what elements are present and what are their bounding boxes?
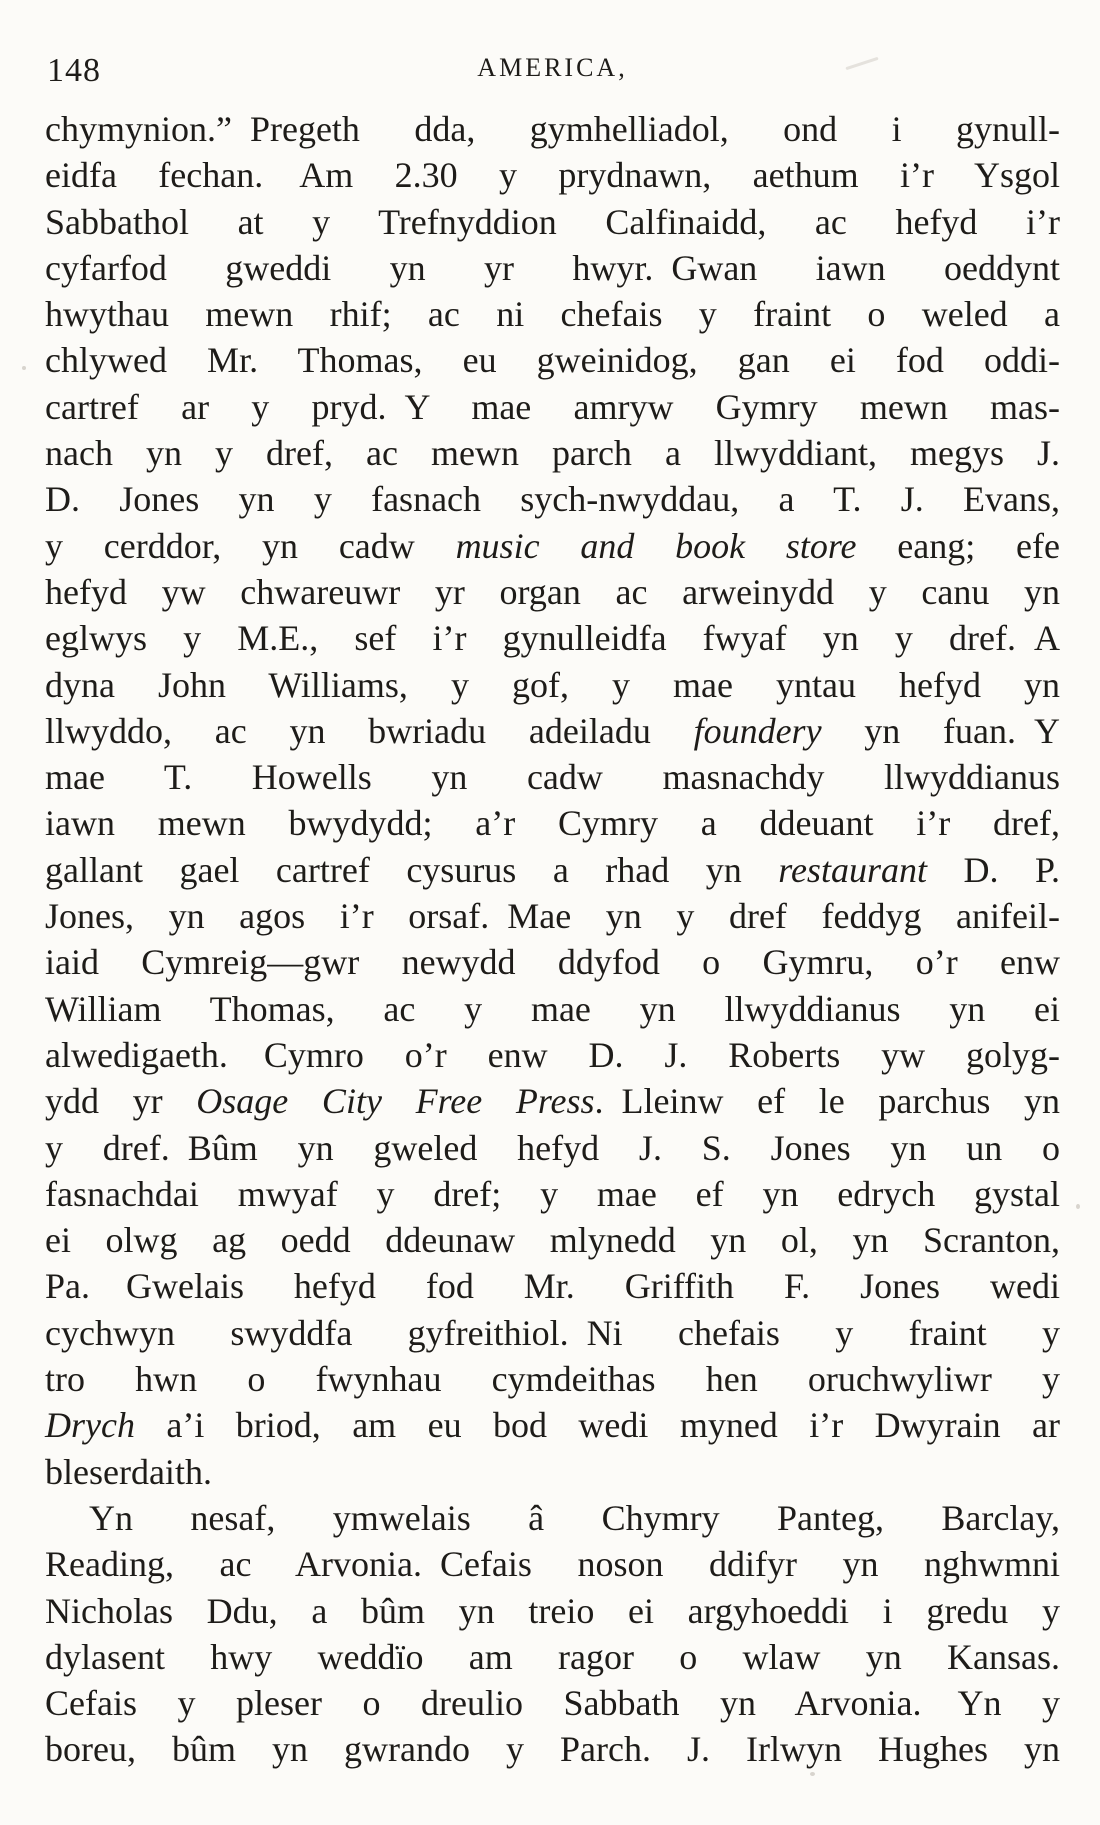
text-line	[45, 152, 1060, 198]
regular-text: William Thomas, ac y mae yn llwyddianus yn ei	[45, 988, 1060, 1029]
text-line	[45, 662, 1060, 708]
page-header	[45, 46, 1060, 90]
text-line	[45, 1726, 1060, 1772]
regular-text: chymynion.” Pregeth dda, gymhelliadol, ond i gynull-	[45, 109, 1060, 149]
regular-text: gallant gael cartref cysurus a rhad yn	[45, 849, 779, 890]
text-line	[45, 893, 1060, 939]
regular-text: llwyddo, ac yn bwriadu adeiladu	[45, 710, 694, 751]
regular-text: dyna John Williams, y gof, y mae yntau hefyd yn	[45, 664, 1060, 705]
text-line	[45, 476, 1060, 522]
text-line	[45, 1634, 1060, 1680]
regular-text: ydd yr	[45, 1081, 197, 1122]
text-line	[45, 1171, 1060, 1217]
regular-text: nach yn y dref, ac mewn parch a llwyddiant, megys J.	[45, 433, 1060, 474]
regular-text: . Lleinw ef le parchus yn	[594, 1081, 1060, 1122]
scan-artifact	[810, 1772, 815, 1776]
text-line	[45, 1449, 1060, 1495]
regular-text: Jones, yn agos i’r orsaf. Mae yn y dref feddyg anifeil-	[45, 896, 1060, 937]
regular-text: eang; efe	[856, 525, 1060, 566]
text-line	[45, 291, 1060, 337]
regular-text: Pa. Gwelais hefyd fod Mr. Griffith F. Jones wedi	[45, 1266, 1060, 1307]
italic-text: Osage City Free Press	[196, 1081, 595, 1122]
text-line	[45, 1125, 1060, 1171]
text-line	[45, 708, 1060, 754]
text-line	[45, 199, 1060, 245]
regular-text: Reading, ac Arvonia. Cefais noson ddifyr yn nghwmni	[45, 1544, 1060, 1585]
text-line	[45, 1310, 1060, 1356]
regular-text: chlywed Mr. Thomas, eu gweinidog, gan ei fod oddi-	[45, 340, 1060, 381]
regular-text: hefyd yw chwareuwr yr organ ac arweinydd y canu yn	[45, 571, 1060, 612]
text-line	[45, 1402, 1060, 1448]
text-line	[45, 106, 1060, 152]
text-line	[45, 986, 1060, 1032]
italic-text: foundery	[693, 710, 822, 751]
italic-text: Drych	[45, 1405, 135, 1446]
text-line	[45, 1356, 1060, 1402]
regular-text: D. Jones yn y fasnach sych-nwyddau, a T. J. Evans,	[45, 479, 1060, 520]
regular-text: ei olwg ag oedd ddeunaw mlynedd yn ol, yn Scranton,	[45, 1220, 1060, 1261]
regular-text: y dref. Bûm yn gweled hefyd J. S. Jones yn un o	[45, 1127, 1060, 1168]
text-line	[45, 1217, 1060, 1263]
text-line	[45, 569, 1060, 615]
regular-text: iawn mewn bwydydd; a’r Cymry a ddeuant i’r dref,	[45, 803, 1060, 844]
text-line	[45, 1263, 1060, 1309]
regular-text: bleserdaith.	[45, 1451, 212, 1492]
regular-text: eidfa fechan. Am 2.30 y prydnawn, aethum i’r Ysgol	[45, 155, 1060, 196]
regular-text: Nicholas Ddu, a bûm yn treio ei argyhoeddi i gredu y	[45, 1590, 1060, 1631]
regular-text: Sabbathol at y Trefnyddion Calfinaidd, ac hefyd i’r	[45, 201, 1060, 242]
regular-text: D. P.	[926, 849, 1061, 890]
text-line	[45, 523, 1060, 569]
text-line	[45, 245, 1060, 291]
text-line	[45, 337, 1060, 383]
regular-text: a’i briod, am eu bod wedi myned i’r Dwyrain ar	[134, 1405, 1060, 1446]
scan-artifact	[22, 366, 26, 370]
regular-text: eglwys y M.E., sef i’r gynulleidfa fwyaf yn y dref. A	[45, 618, 1060, 659]
text-line	[45, 384, 1060, 430]
text-line	[45, 1588, 1060, 1634]
regular-text: boreu, bûm yn gwrando y Parch. J. Irlwyn Hughes yn	[45, 1729, 1060, 1770]
regular-text: cartref ar y pryd. Y mae amryw Gymry mewn mas-	[45, 386, 1060, 427]
regular-text: hwythau mewn rhif; ac ni chefais y fraint o weled a	[45, 294, 1060, 335]
text-line	[45, 754, 1060, 800]
text-line	[45, 800, 1060, 846]
text-line	[45, 1032, 1060, 1078]
italic-text: restaurant	[778, 849, 927, 890]
text-line	[45, 939, 1060, 985]
regular-text: fasnachdai mwyaf y dref; y mae ef yn edrych gystal	[45, 1173, 1060, 1214]
scan-artifact	[1076, 1204, 1080, 1209]
text-line	[45, 1078, 1060, 1124]
regular-text: yn fuan. Y	[821, 710, 1060, 751]
text-line	[45, 1541, 1060, 1587]
regular-text: Yn nesaf, ymwelais â Chymry Panteg, Barclay,	[89, 1497, 1060, 1538]
regular-text: cychwyn swyddfa gyfreithiol. Ni chefais y fraint y	[45, 1312, 1060, 1353]
regular-text: alwedigaeth. Cymro o’r enw D. J. Roberts yw golyg-	[45, 1034, 1060, 1075]
regular-text: iaid Cymreig—gwr newydd ddyfod o Gymru, o’r enw	[45, 942, 1060, 983]
running-head: AMERICA,	[477, 53, 628, 82]
regular-text: Cefais y pleser o dreulio Sabbath yn Arvonia. Yn y	[45, 1683, 1060, 1724]
italic-text: music and book store	[455, 525, 857, 566]
regular-text: dylasent hwy weddïo am ragor o wlaw yn Kansas.	[45, 1636, 1060, 1677]
text-line	[45, 430, 1060, 476]
text-line	[45, 1495, 1060, 1541]
regular-text: cyfarfod gweddi yn yr hwyr. Gwan iawn oeddynt	[45, 247, 1060, 288]
body-text	[45, 106, 1060, 1773]
text-line	[45, 847, 1060, 893]
regular-text: y cerddor, yn cadw	[45, 525, 456, 566]
text-line	[45, 615, 1060, 661]
regular-text: tro hwn o fwynhau cymdeithas hen oruchwyliwr y	[45, 1359, 1060, 1400]
text-line	[45, 1680, 1060, 1726]
page-number: 148	[47, 52, 101, 89]
regular-text: mae T. Howells yn cadw masnachdy llwyddianus	[45, 757, 1060, 798]
